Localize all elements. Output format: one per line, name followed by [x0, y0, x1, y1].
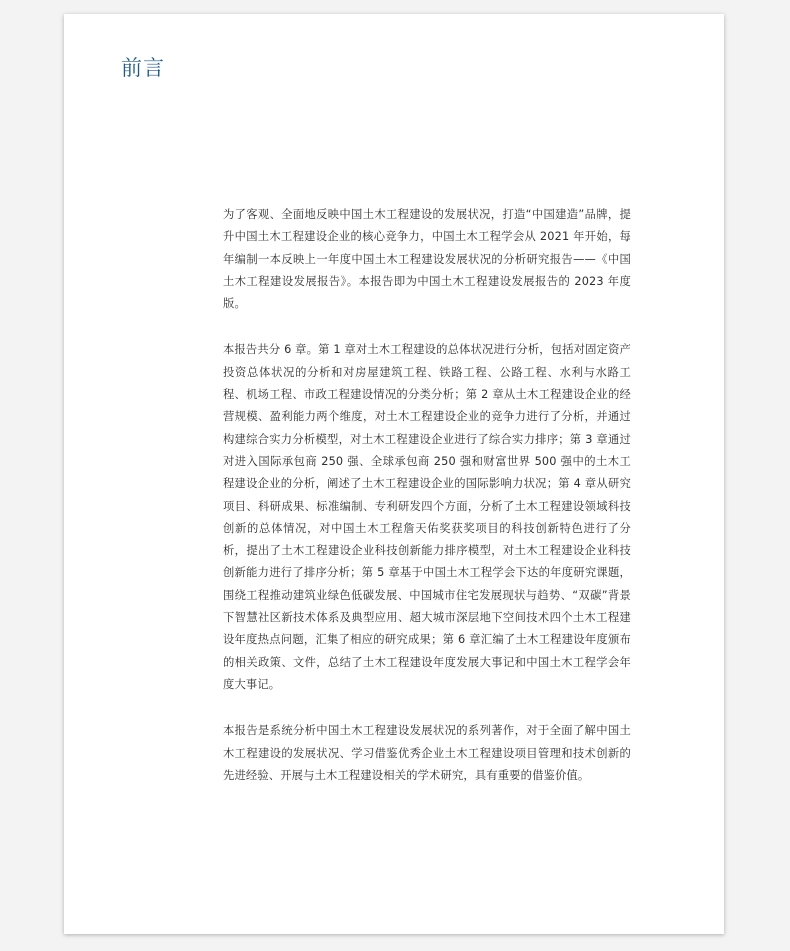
paragraph-chapters: 本报告共分 6 章。第 1 章对土木工程建设的总体状况进行分析，包括对固定资产投资总体状况的分析和对房屋建筑工程、铁路工程、公路工程、水利与水路工程、机场工程、市政工程建设情况的分类分析；第 2 章从土木工程建设企业的经营规模、盈利能力两个维度，对土木工程建设企业的竞争力进行了分析，并通过构建综合实力分析模型，对土木工程建设企业进行了综合实力排序；第 3 章通过对进入国际承包商 250 强、全球承包商 250 强和财富世界 500 强中的土木工程建设企业的分析，阐述了土木工程建设企业的国际影响力状况；第 4 章从研究项目、科研成果、标准编制、专利研发四个方面，分析了土木工程建设领域科技创新的总体情况，对中国土木工程詹天佑奖获奖项目的科技创新特色进行了分析，提出了土木工程建设企业科技创新能力排序模型，对土木工程建设企业科技创新能力进行了排序分析；第 5 章基于中国土木工程学会下达的年度研究课题，围绕工程推动建筑业绿色低碳发展、中国城市住宅发展现状与趋势、“双碳”背景下智慧社区新技术体系及典型应用、超大城市深层地下空间技术四个土木工程建设年度热点问题，汇集了相应的研究成果；第 6 章汇编了土木工程建设年度颁布的相关政策、文件，总结了土木工程建设年度发展大事记和中国土木工程学会年度大事记。 [223, 343, 631, 691]
page-title: 前言 [121, 56, 165, 80]
body-text [223, 204, 631, 811]
document-page [64, 14, 724, 934]
paragraph-intro: 为了客观、全面地反映中国土木工程建设的发展状况，打造“中国建造”品牌，提升中国土木工程建设企业的核心竞争力，中国土木工程学会从 2021 年开始，每年编制一本反映上一年度中国土木工程建设发展状况的分析研究报告——《中国土木工程建设发展报告》。本报告即为中国土木工程建设发展报告的 2023 年度版。 [223, 208, 631, 311]
paragraph-value: 本报告是系统分析中国土木工程建设发展状况的系列著作，对于全面了解中国土木工程建设的发展状况、学习借鉴优秀企业土木工程建设项目管理和技术创新的先进经验、开展与土木工程建设相关的学术研究，具有重要的借鉴价值。 [223, 724, 631, 782]
